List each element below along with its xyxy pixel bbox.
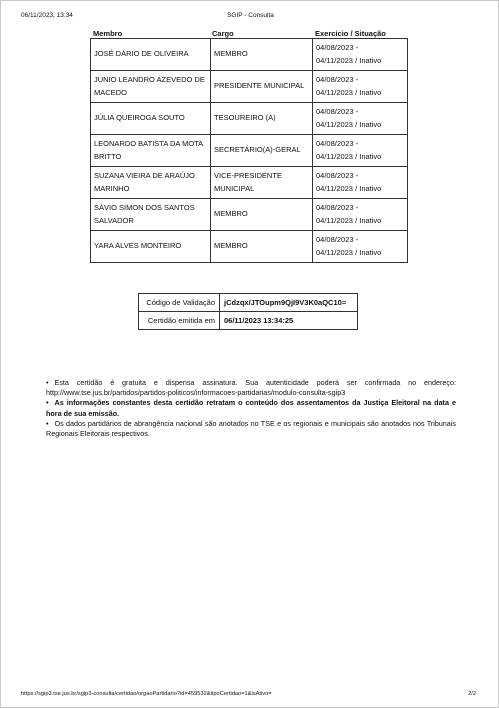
member-role: PRESIDENTE MUNICIPAL — [211, 71, 313, 103]
bullet-icon: • — [46, 378, 49, 387]
period-end-status: 04/11/2023 / Inativo — [316, 119, 382, 129]
member-period — [313, 167, 408, 199]
print-title: SGIP - Consulta — [227, 12, 274, 19]
table-row — [91, 199, 408, 231]
member-period — [313, 135, 408, 167]
issued-row — [139, 312, 358, 330]
table-row — [91, 71, 408, 103]
member-name: SÁVIO SIMON DOS SANTOS SALVADOR — [91, 199, 211, 231]
validation-table — [138, 293, 358, 330]
member-period — [313, 199, 408, 231]
period-start: 04/08/2023 - — [316, 235, 359, 244]
page-number: 2/2 — [468, 691, 476, 697]
member-name: JUNIO LEANDRO AZEVEDO DE MACEDO — [91, 71, 211, 103]
period-start: 04/08/2023 - — [316, 75, 359, 84]
period-start: 04/08/2023 - — [316, 171, 359, 180]
member-name: JOSÉ DÁRIO DE OLIVEIRA — [91, 39, 211, 71]
table-row — [91, 39, 408, 71]
period-start: 04/08/2023 - — [316, 203, 359, 212]
member-role: MEMBRO — [211, 231, 313, 263]
member-name: SUZANA VIEIRA DE ARAÚJO MARINHO — [91, 167, 211, 199]
print-datetime: 06/11/2023, 13:34 — [21, 12, 73, 19]
members-table — [90, 38, 408, 263]
issued-value: 06/11/2023 13:34:25 — [220, 312, 358, 330]
notes-section — [46, 378, 456, 439]
period-start: 04/08/2023 - — [316, 107, 359, 116]
member-period — [313, 231, 408, 263]
note-authenticity-text: Esta certidão é gratuita e dispensa assinatura. Sua autenticidade poderá ser confirmada no endereço: http://www.tse.jus.br/partidos/partidos-politicos/informacoes-partidarias/modulo-consulta-sgip3 — [46, 378, 456, 398]
table-row — [91, 103, 408, 135]
validation-code-label: Código de Validação — [139, 294, 220, 312]
period-end-status: 04/11/2023 / Inativo — [316, 55, 382, 65]
note-scope — [46, 419, 456, 439]
validation-code-row — [139, 294, 358, 312]
period-end-status: 04/11/2023 / Inativo — [316, 247, 382, 257]
note-authenticity — [46, 378, 456, 398]
period-end-status: 04/11/2023 / Inativo — [316, 151, 382, 161]
member-period — [313, 71, 408, 103]
issued-label: Certidão emitida em — [139, 312, 220, 330]
column-header-status: Exercício / Situação — [315, 29, 386, 38]
column-header-role: Cargo — [212, 29, 234, 38]
member-role: VICE-PRESIDENTE MUNICIPAL — [211, 167, 313, 199]
member-name: YARA ALVES MONTEIRO — [91, 231, 211, 263]
validation-code-value: jCdzqx/JTOupm9QjI9V3K0aQC10= — [220, 294, 358, 312]
note-scope-text: Os dados partidários de abrangência nacional são anotados no TSE e os regionais e municipais são anotados nos Tribunais Regionais Eleitorais respectivos. — [46, 418, 456, 439]
footer-url: https://sgip3.tse.jus.br/sgip3-consulta/certidao/orgaoPartidario?id=459532&tipoCertidao=1&isAtivo= — [21, 691, 272, 697]
period-start: 04/08/2023 - — [316, 139, 359, 148]
member-role: TESOUREIRO (A) — [211, 103, 313, 135]
note-content — [46, 398, 456, 418]
period-start: 04/08/2023 - — [316, 43, 359, 52]
period-end-status: 04/11/2023 / Inativo — [316, 215, 382, 225]
member-period — [313, 103, 408, 135]
period-end-status: 04/11/2023 / Inativo — [316, 87, 382, 97]
note-content-text: As informações constantes desta certidão retratam o conteúdo dos assentamentos da Justiça Eleitoral na data e hora de sua emissão. — [46, 398, 456, 418]
member-period — [313, 39, 408, 71]
member-name: LEONARDO BATISTA DA MOTA BRITTO — [91, 135, 211, 167]
bullet-icon: • — [46, 418, 49, 428]
table-row — [91, 167, 408, 199]
member-role: MEMBRO — [211, 39, 313, 71]
member-role: MEMBRO — [211, 199, 313, 231]
column-header-member: Membro — [93, 29, 123, 38]
period-end-status: 04/11/2023 / Inativo — [316, 183, 382, 193]
member-role: SECRETÁRIO(A)-GERAL — [211, 135, 313, 167]
table-row — [91, 135, 408, 167]
member-name: JÚLIA QUEIROGA SOUTO — [91, 103, 211, 135]
bullet-icon: • — [46, 398, 49, 408]
table-row — [91, 231, 408, 263]
